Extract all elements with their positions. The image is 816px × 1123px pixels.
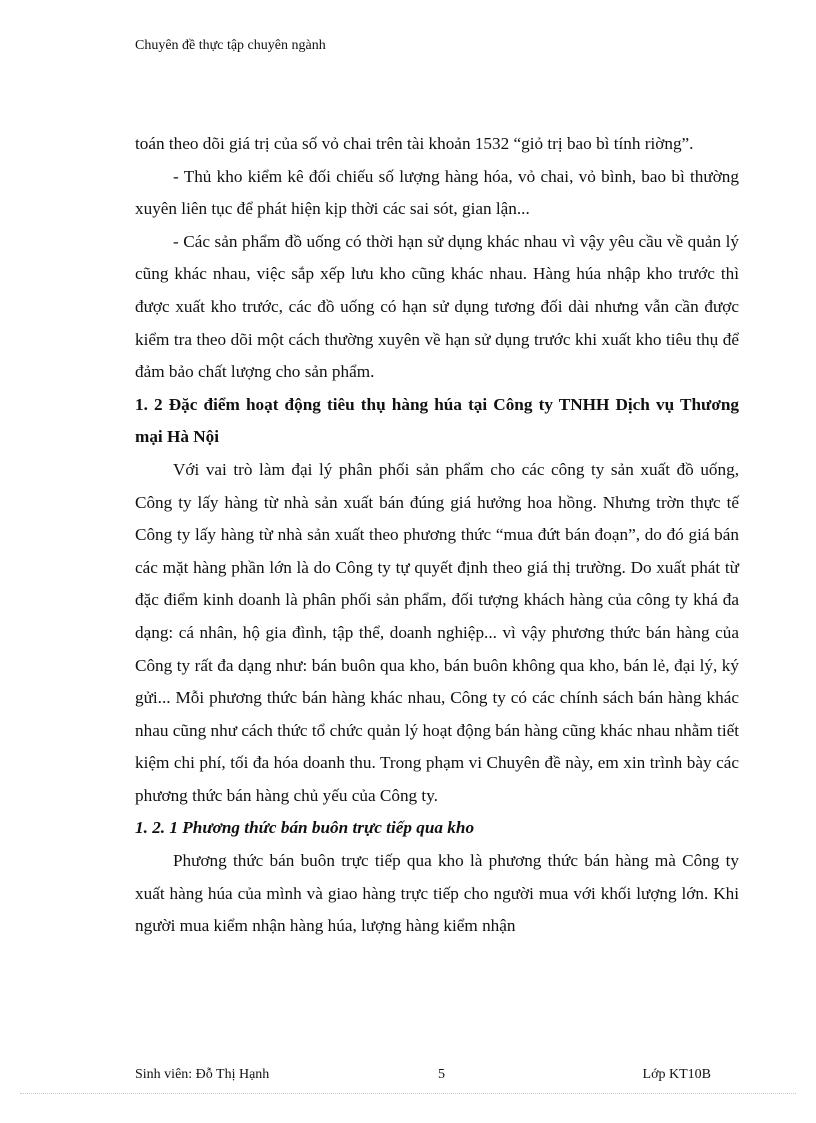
section-heading: 1. 2 Đặc điểm hoạt động tiêu thụ hàng húa tại Công ty TNHH Dịch vụ Thương mại Hà Nội	[135, 394, 739, 447]
paragraph-3: - Các sản phẩm đồ uống có thời hạn sử dụng khác nhau vì vậy yêu cầu về quản lý cũng khác nhau, việc sắp xếp lưu kho cũng khác nhau. Hàng húa nhập kho trước thì được xuất kho trước, các đồ uống có hạn sử dụng tương đối dài nhưng vẫn cần được kiểm tra theo dõi một cách thường xuyên về hạn sử dụng trước khi xuất kho tiêu thụ để đảm bảo chất lượng cho sản phẩm.	[135, 231, 739, 382]
page-body	[135, 128, 739, 943]
class-label: Lớp KT10B	[642, 1067, 711, 1082]
paragraph-1: toán theo dõi giá trị của số vỏ chai trên tài khoản 1532 “giỏ trị bao bì tính riờng”.	[135, 134, 694, 153]
subsection-heading: 1. 2. 1 Phương thức bán buôn trực tiếp qua kho	[135, 818, 475, 838]
paragraph-5: Phương thức bán buôn trực tiếp qua kho là phương thức bán hàng mà Công ty xuất hàng húa của mình và giao hàng trực tiếp cho người mua với khối lượng lớn. Khi người mua kiểm nhận hàng húa, lượng hàng kiểm nhận	[135, 851, 739, 936]
footer-divider	[20, 1093, 796, 1094]
page-number: 5	[438, 1067, 445, 1082]
student-name: Sinh viên: Đỗ Thị Hạnh	[135, 1067, 270, 1082]
paragraph-4: Với vai trò làm đại lý phân phối sản phẩm cho các công ty sản xuất đồ uống, Công ty lấy hàng từ nhà sản xuất bán đúng giá hưởng hoa hồng. Nhưng trờn thực tế Công ty lấy hàng từ nhà sản xuất theo phương thức “mua đứt bán đoạn”, do đó giá bán các mặt hàng phần lớn là do Công ty tự quyết định theo giá thị trường. Do xuất phát từ đặc điểm kinh doanh là phân phối sản phẩm, đối tượng khách hàng của công ty khá đa dạng: cá nhân, hộ gia đình, tập thể, doanh nghiệp... vì vậy phương thức bán hàng của Công ty rất đa dạng như: bán buôn qua kho, bán buôn không qua kho, bán lẻ, đại lý, ký gửi... Mỗi phương thức bán hàng khác nhau, Công ty có các chính sách bán hàng khác nhau cũng như cách thức tổ chức quản lý hoạt động bán hàng cũng khác nhau nhằm tiết kiệm chi phí, tối đa hóa doanh thu. Trong phạm vi Chuyên đề này, em xin trình bày các phương thức bán hàng chủ yếu của Công ty.	[135, 459, 739, 805]
paragraph-2: - Thủ kho kiểm kê đối chiếu số lượng hàng hóa, vỏ chai, vỏ bình, bao bì thường xuyên liên tục để phát hiện kịp thời các sai sót, gian lận...	[135, 166, 739, 219]
running-header: Chuyên đề thực tập chuyên ngành	[135, 38, 326, 53]
